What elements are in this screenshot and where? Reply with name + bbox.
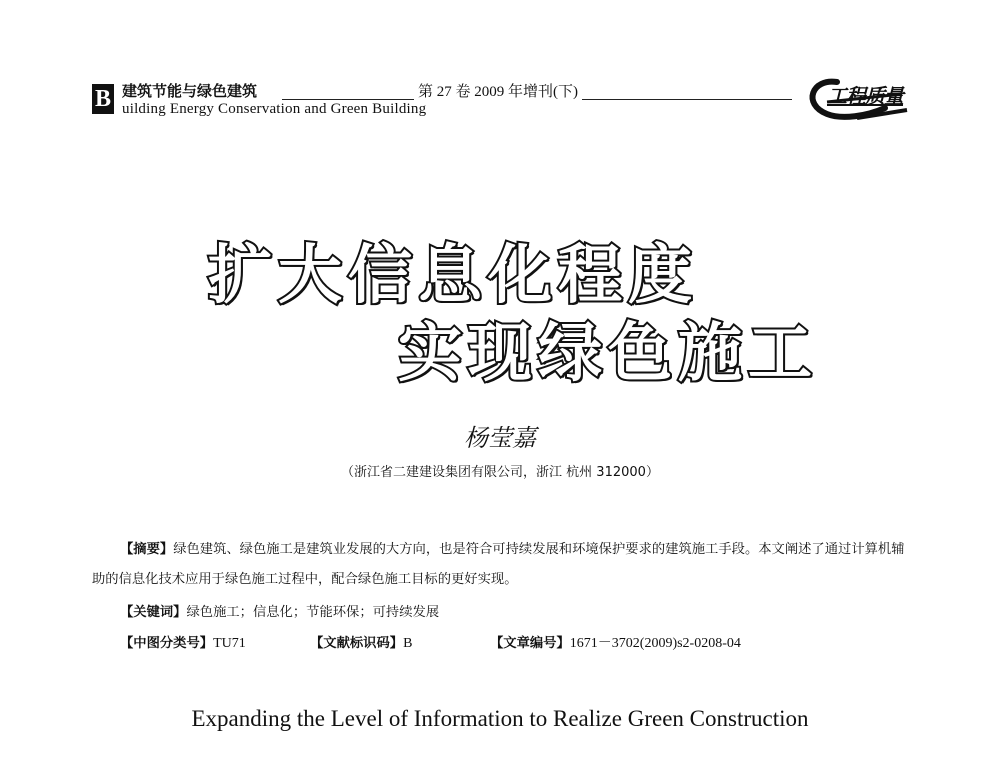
clc-value: TU71 xyxy=(213,636,246,651)
title-line-1: 扩大信息化程度 xyxy=(208,239,698,313)
title-line-2: 实现绿色施工 xyxy=(398,317,818,391)
doc-code-label: 【文献标识码】 xyxy=(310,636,404,651)
issue-info: 第 27 卷 2009 年增刊(下) xyxy=(414,80,582,101)
doc-code-value: B xyxy=(403,636,413,651)
journal-header xyxy=(92,80,912,124)
article-number-value: 1671－3702(2009)s2-0208-04 xyxy=(569,636,741,651)
cqz-logo-icon xyxy=(797,74,912,124)
keywords xyxy=(120,601,439,620)
keywords-text: 绿色施工；信息化；节能环保；可持续发展 xyxy=(186,605,440,620)
logo-text: 工程质量 xyxy=(827,84,903,108)
author-affiliation: （浙江省二建建设集团有限公司，浙江 杭州 312000） xyxy=(341,465,659,480)
journal-initial: B xyxy=(92,84,114,114)
author-name: 杨莹嘉 xyxy=(464,424,536,452)
journal-name-en: uilding Energy Conservation and Green Building xyxy=(122,101,427,117)
abstract-text: 绿色建筑、绿色施工是建筑业发展的大方向，也是符合可持续发展和环境保护要求的建筑施工手段。本文阐述了通过计算机辅助的信息化技术应用于绿色施工过程中，配合绿色施工目标的更好实现。 xyxy=(92,542,905,587)
article-number-label: 【文章编号】 xyxy=(490,636,570,651)
journal-name-cn: 建筑节能与绿色建筑 xyxy=(122,82,258,100)
clc-label: 【中图分类号】 xyxy=(120,636,214,651)
abstract xyxy=(92,535,912,595)
keywords-label: 【关键词】 xyxy=(120,605,187,620)
abstract-label: 【摘要】 xyxy=(120,542,174,557)
english-title: Expanding the Level of Information to Realize Green Construction xyxy=(191,706,809,731)
